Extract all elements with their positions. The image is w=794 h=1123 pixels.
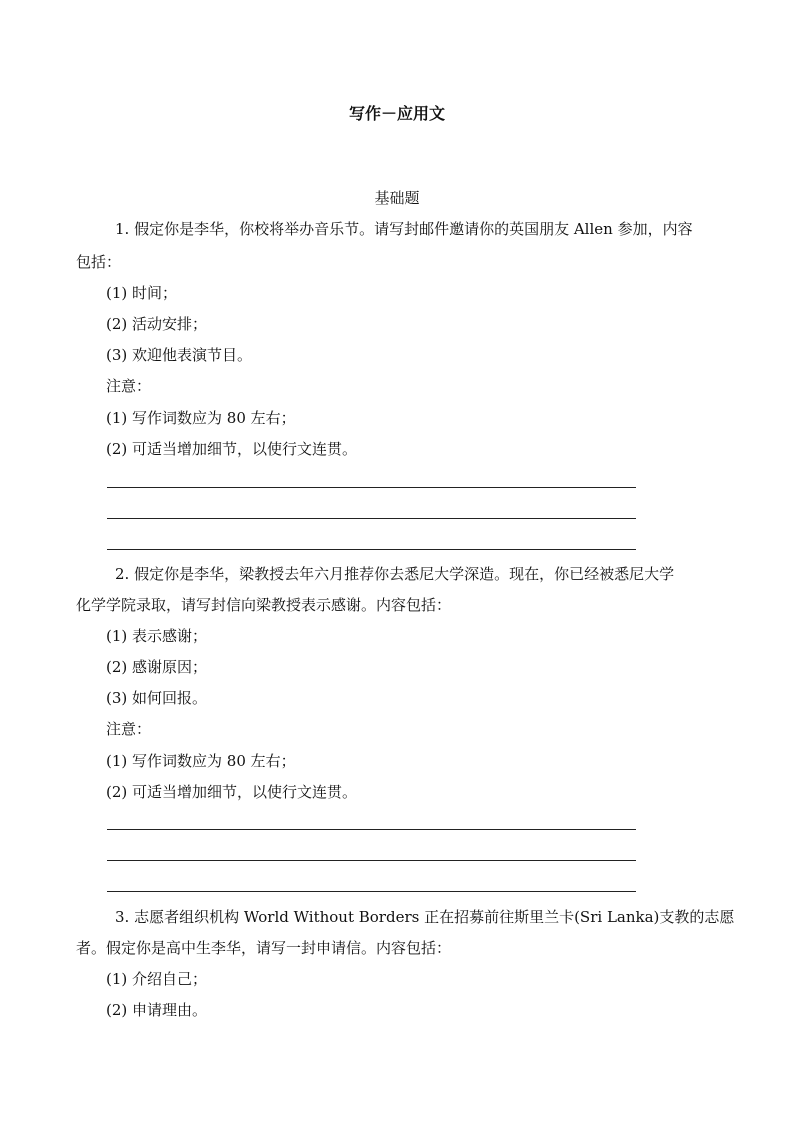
question-3-item: (2) 申请理由。	[106, 1001, 208, 1019]
question-2-prompt-line1: 2. 假定你是李华，梁教授去年六月推荐你去悉尼大学深造。现在，你已经被悉尼大学	[115, 565, 675, 583]
question-3-prompt-line2: 者。假定你是高中生李华，请写一封申请信。内容包括：	[76, 939, 452, 957]
question-3-item: (1) 介绍自己；	[106, 970, 208, 988]
question-1-item: (2) 活动安排；	[106, 315, 208, 333]
question-2-item: (3) 如何回报。	[106, 689, 208, 707]
answer-line[interactable]	[107, 549, 636, 550]
answer-line[interactable]	[107, 829, 636, 830]
section-heading: 基础题	[374, 189, 420, 207]
question-2-prompt-line2: 化学学院录取，请写封信向梁教授表示感谢。内容包括：	[76, 596, 452, 614]
answer-line[interactable]	[107, 518, 636, 519]
question-1-note: (2) 可适当增加细节，以使行文连贯。	[106, 440, 358, 458]
question-1-prompt-line2: 包括：	[76, 253, 122, 271]
question-2-note: (2) 可适当增加细节，以使行文连贯。	[106, 783, 358, 801]
question-1-note-label: 注意：	[106, 377, 152, 395]
answer-line[interactable]	[107, 487, 636, 488]
question-3-prompt-line1: 3. 志愿者组织机构 World Without Borders 正在招募前往斯里兰卡(Sri Lanka)支教的志愿	[115, 908, 735, 926]
question-2-item: (2) 感谢原因；	[106, 658, 208, 676]
page-title: 写作－应用文	[348, 104, 445, 123]
question-1-note: (1) 写作词数应为 80 左右；	[106, 409, 296, 427]
answer-line[interactable]	[107, 860, 636, 861]
question-2-note-label: 注意：	[106, 720, 152, 738]
question-1-item: (3) 欢迎他表演节目。	[106, 346, 253, 364]
question-2-note: (1) 写作词数应为 80 左右；	[106, 752, 296, 770]
answer-line[interactable]	[107, 891, 636, 892]
question-1-prompt-line1: 1. 假定你是李华，你校将举办音乐节。请写封邮件邀请你的英国朋友 Allen 参加，内容	[115, 220, 693, 238]
question-2-item: (1) 表示感谢；	[106, 627, 208, 645]
question-1-item: (1) 时间；	[106, 284, 178, 302]
